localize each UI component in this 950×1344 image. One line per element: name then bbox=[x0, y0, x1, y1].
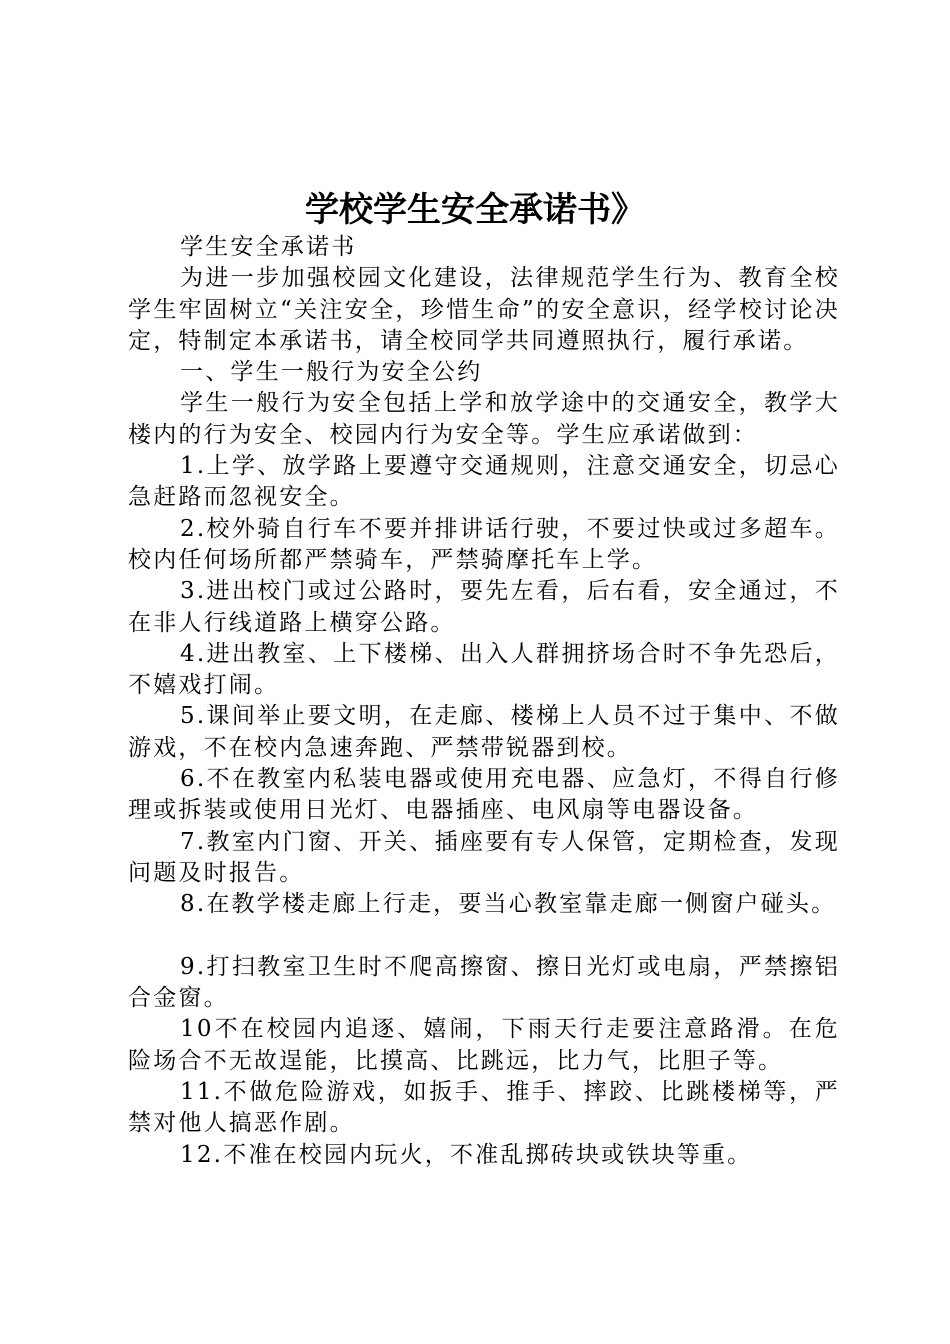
rule-item-4: 4.进出教室、上下楼梯、出入人群拥挤场合时不争先恐后，不嬉戏打闹。 bbox=[128, 640, 840, 699]
document-title: 学校学生安全承诺书》 bbox=[305, 190, 645, 230]
rule-item-10: 10不在校园内追逐、嬉闹，下雨天行走要注意路滑。在危险场合不无故逞能，比摸高、比跳远，比力气，比胆子等。 bbox=[128, 1016, 840, 1074]
rule-item-6: 6.不在教室内私装电器或使用充电器、应急灯，不得自行修理或拆装或使用日光灯、电器插座、电风扇等电器设备。 bbox=[128, 766, 840, 824]
section-heading: 一、学生一般行为安全公约 bbox=[180, 359, 483, 386]
rule-item-5: 5.课间举止要文明，在走廊、楼梯上人员不过于集中、不做游戏，不在校内急速奔跑、严禁带锐器到校。 bbox=[128, 703, 840, 761]
rule-item-2: 2.校外骑自行车不要并排讲话行驶，不要过快或过多超车。校内任何场所都严禁骑车，严禁骑摩托车上学。 bbox=[128, 515, 840, 573]
rule-item-1: 1.上学、放学路上要遵守交通规则，注意交通安全，切忌心急赶路而忽视安全。 bbox=[128, 453, 840, 511]
rule-item-3: 3.进出校门或过公路时，要先左看，后右看，安全通过，不在非人行线道路上横穿公路。 bbox=[128, 578, 840, 636]
document-body bbox=[128, 232, 840, 1171]
paragraph-heading: 学生安全承诺书 bbox=[180, 234, 357, 260]
rule-item-8: 8.在教学楼走廊上行走，要当心教室靠走廊一侧窗户碰头。 bbox=[180, 891, 837, 918]
blank-line bbox=[128, 921, 840, 952]
rule-item-11: 11.不做危险游戏，如扳手、推手、摔跤、比跳楼梯等，严禁对他人搞恶作剧。 bbox=[128, 1079, 840, 1137]
rule-item-9: 9.打扫教室卫生时不爬高擦窗、擦日光灯或电扇，严禁擦铝合金窗。 bbox=[128, 953, 840, 1012]
rule-item-12: 12.不准在校园内玩火，不准乱掷砖块或铁块等重。 bbox=[180, 1141, 753, 1168]
rule-item-7: 7.教室内门窗、开关、插座要有专人保管，定期检查，发现问题及时报告。 bbox=[128, 828, 840, 886]
paragraph-intro: 为进一步加强校园文化建设，法律规范学生行为、教育全校学生牢固树立“关注安全，珍惜生命”的安全意识，经学校讨论决定，特制定本承诺书，请全校同学共同遵照执行，履行承诺。 bbox=[128, 265, 840, 354]
paragraph-section-intro: 学生一般行为安全包括上学和放学途中的交通安全，教学大楼内的行为安全、校园内行为安全等。学生应承诺做到： bbox=[128, 390, 840, 448]
